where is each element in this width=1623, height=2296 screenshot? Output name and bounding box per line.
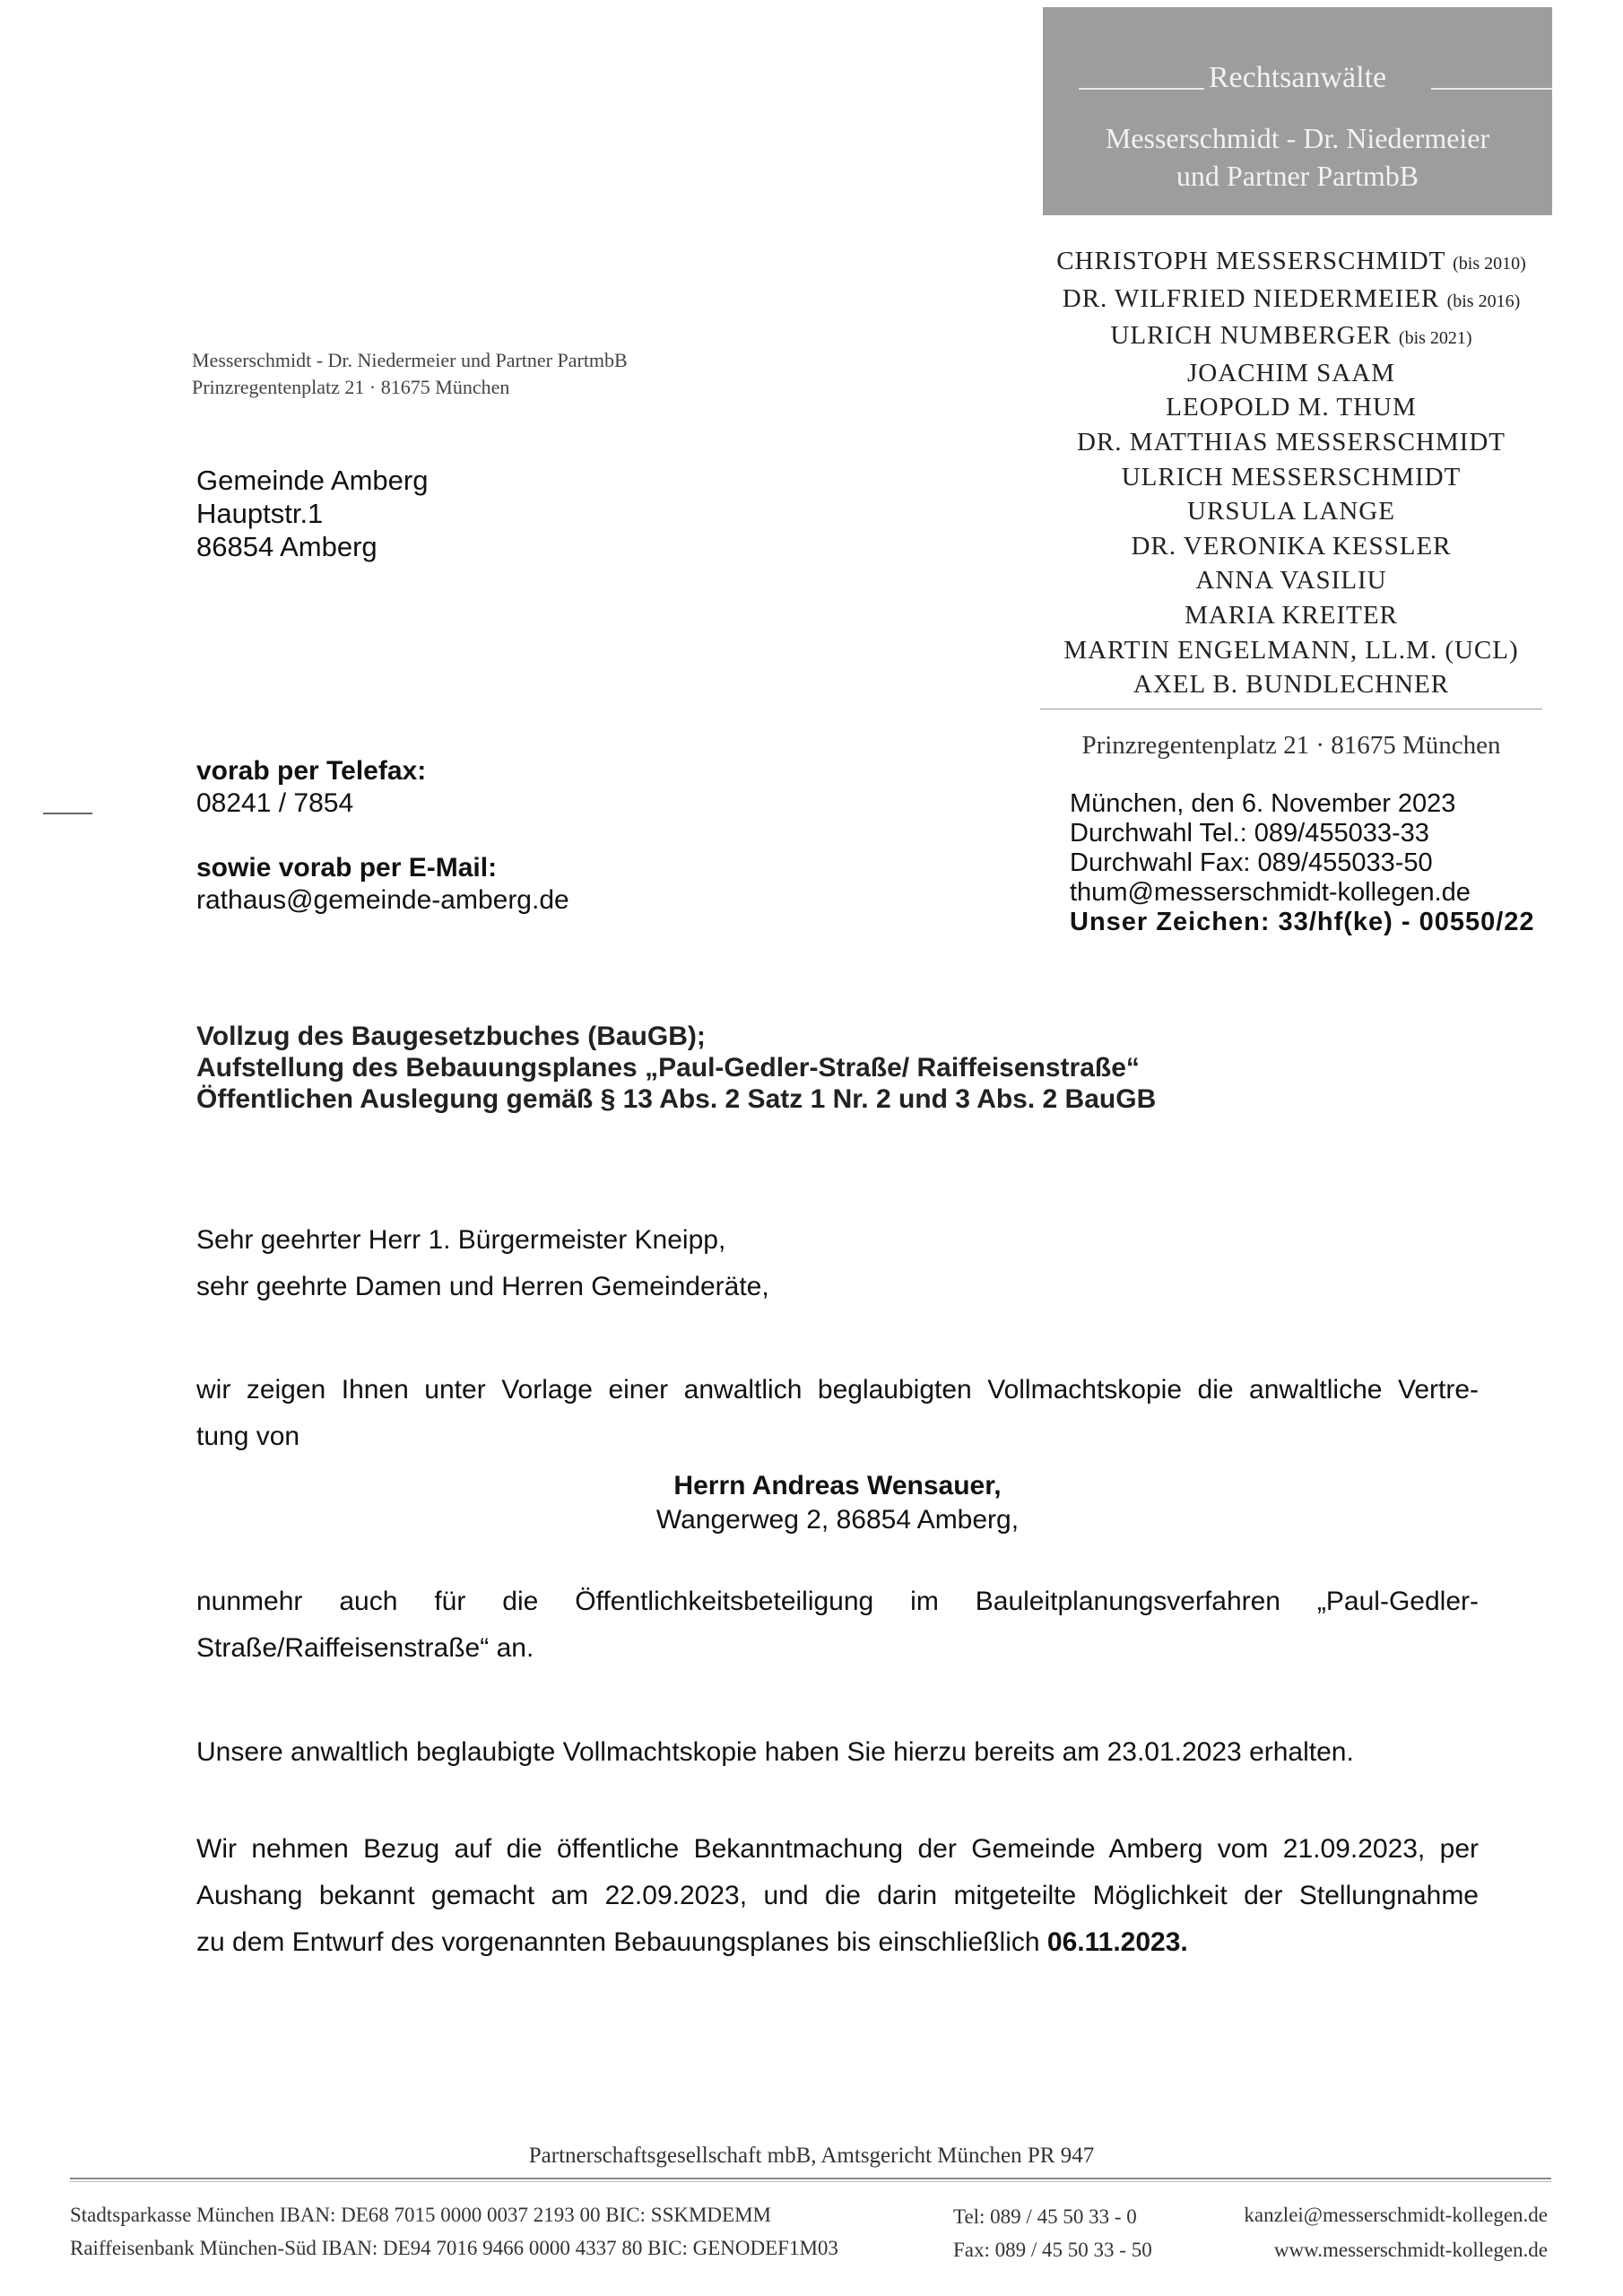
salutation-line-2: sehr geehrte Damen und Herren Gemeinderäte, <box>196 1272 769 1301</box>
letterhead-rule-right <box>1431 88 1552 90</box>
partner-entry: DR. MATTHIAS MESSERSCHMIDT <box>1077 427 1506 457</box>
partner-entry: URSULA LANGE <box>1187 497 1395 526</box>
partner-entry: ULRICH NUMBERGER (bis 2021) <box>1110 321 1472 351</box>
salutation <box>196 1217 1479 1310</box>
paragraph-line: tung von <box>196 1422 300 1451</box>
salutation-line-1: Sehr geehrter Herr 1. Bürgermeister Kneipp, <box>196 1225 726 1255</box>
sender-return-address <box>192 347 628 401</box>
client-address: Wangerweg 2, 86854 Amberg, <box>655 1505 1020 1535</box>
transmission-info <box>196 755 569 917</box>
paragraph-line: nunmehr auch für die Öffentlichkeitsbeteiligung im Bauleitplanungsverfahren „Paul-Gedler- <box>196 1587 1479 1616</box>
partner-entry: AXEL B. BUNDLECHNER <box>1133 670 1450 700</box>
sender-line-1: Messerschmidt - Dr. Niedermeier und Partner PartmbB <box>192 349 628 371</box>
fax-label: vorab per Telefax: <box>196 756 427 786</box>
footer-divider-thin <box>70 2181 1551 2182</box>
client-name: Herrn Andreas Wensauer, <box>673 1471 1002 1500</box>
footer-website: www.messerschmidt-kollegen.de <box>1273 2239 1548 2261</box>
footer-legal-line: Partnerschaftsgesellschaft mbB, Amtsgericht München PR 947 <box>528 2144 1095 2168</box>
letterhead-firm-line1: Messerschmidt - Dr. Niedermeier <box>1105 122 1490 154</box>
partner-entry: DR. WILFRIED NIEDERMEIER (bis 2016) <box>1062 283 1521 313</box>
direct-fax: Durchwahl Fax: 089/455033-50 <box>1070 848 1433 877</box>
partner-entry: MARTIN ENGELMANN, LL.M. (UCL) <box>1063 635 1519 665</box>
paragraph-power-of-attorney <box>196 1729 1479 1776</box>
fold-mark <box>43 813 92 814</box>
recipient-name: Gemeinde Amberg <box>196 465 429 496</box>
subject-line: Öffentlichen Auslegung gemäß § 13 Abs. 2 Satz 1 Nr. 2 und 3 Abs. 2 BauGB <box>196 1084 1157 1114</box>
direct-tel: Durchwahl Tel.: 089/455033-33 <box>1070 819 1429 848</box>
subject-block <box>196 1021 1156 1115</box>
paragraph-announcement <box>196 1826 1479 1966</box>
footer-phone: Tel: 089 / 45 50 33 - 0 <box>953 2205 1137 2228</box>
footer-divider <box>70 2178 1551 2179</box>
client-block <box>196 1469 1479 1537</box>
footer-bank-2: Raiffeisenbank München-Süd IBAN: DE94 7016 9466 0000 4337 80 BIC: GENODEF1M03 <box>70 2237 838 2259</box>
paragraph-line: Straße/Raiffeisenstraße“ an. <box>196 1633 534 1663</box>
recipient-street: Hauptstr.1 <box>196 498 324 529</box>
partner-entry: JOACHIM SAAM <box>1187 358 1395 387</box>
partner-entry: MARIA KREITER <box>1185 600 1398 630</box>
recipient-address <box>196 464 428 563</box>
paragraph-line: zu dem Entwurf des vorgenannten Bebauungsplanes bis einschließlich 06.11.2023. <box>196 1927 1188 1957</box>
paragraph-line: Aushang bekannt gemacht am 22.09.2023, und die darin mitgeteilte Möglichkeit der Stellungnahme <box>196 1881 1479 1910</box>
recipient-email: rathaus@gemeinde-amberg.de <box>196 885 569 915</box>
deadline-date: 06.11.2023. <box>1046 1927 1188 1957</box>
partner-entry: ANNA VASILIU <box>1195 566 1387 596</box>
footer-fax: Fax: 089 / 45 50 33 - 50 <box>953 2239 1152 2261</box>
direct-email: thum@messerschmidt-kollegen.de <box>1070 878 1471 907</box>
fax-number: 08241 / 7854 <box>196 788 354 818</box>
email-label: sowie vorab per E-Mail: <box>196 853 498 883</box>
letterhead-firm-line2: und Partner PartmbB <box>1176 160 1419 192</box>
partner-entry: ULRICH MESSERSCHMIDT <box>1121 462 1462 491</box>
letterhead-logo <box>1043 7 1552 215</box>
partner-entry: LEOPOLD M. THUM <box>1166 393 1417 422</box>
footer-bank-1: Stadtsparkasse München IBAN: DE68 7015 0000 0037 2193 00 BIC: SSKMDEMM <box>70 2204 771 2226</box>
partner-entry: CHRISTOPH MESSERSCHMIDT (bis 2010) <box>1056 247 1526 275</box>
recipient-city: 86854 Amberg <box>196 531 378 562</box>
subject-line: Vollzug des Baugesetzbuches (BauGB); <box>196 1022 706 1051</box>
paragraph-line: wir zeigen Ihnen unter Vorlage einer anwaltlich beglaubigten Vollmachtskopie die anwaltliche Vertre- <box>196 1375 1479 1405</box>
paragraph-representation <box>196 1367 1479 1460</box>
partner-list <box>1013 244 1569 702</box>
office-address: Prinzregentenplatz 21 · 81675 München <box>1081 731 1501 760</box>
subject-line: Aufstellung des Bebauungsplanes „Paul-Gedler-Straße/ Raiffeisenstraße“ <box>196 1053 1140 1083</box>
footer-email: kanzlei@messerschmidt-kollegen.de <box>1244 2204 1548 2226</box>
sender-line-2: Prinzregentenplatz 21 · 81675 München <box>192 376 510 398</box>
reference-number: Unser Zeichen: 33/hf(ke) - 00550/22 <box>1070 908 1535 936</box>
letterhead-title: Rechtsanwälte <box>1208 61 1387 94</box>
paragraph-participation <box>196 1578 1479 1672</box>
date-reference-block <box>1070 789 1535 937</box>
partner-entry: DR. VERONIKA KESSLER <box>1131 531 1452 561</box>
letter-date: München, den 6. November 2023 <box>1070 789 1456 818</box>
paragraph-line: Unsere anwaltlich beglaubigte Vollmachtskopie haben Sie hierzu bereits am 23.01.2023 erhalten. <box>196 1737 1354 1767</box>
paragraph-line: Wir nehmen Bezug auf die öffentliche Bekanntmachung der Gemeinde Amberg vom 21.09.2023, per <box>196 1834 1479 1864</box>
